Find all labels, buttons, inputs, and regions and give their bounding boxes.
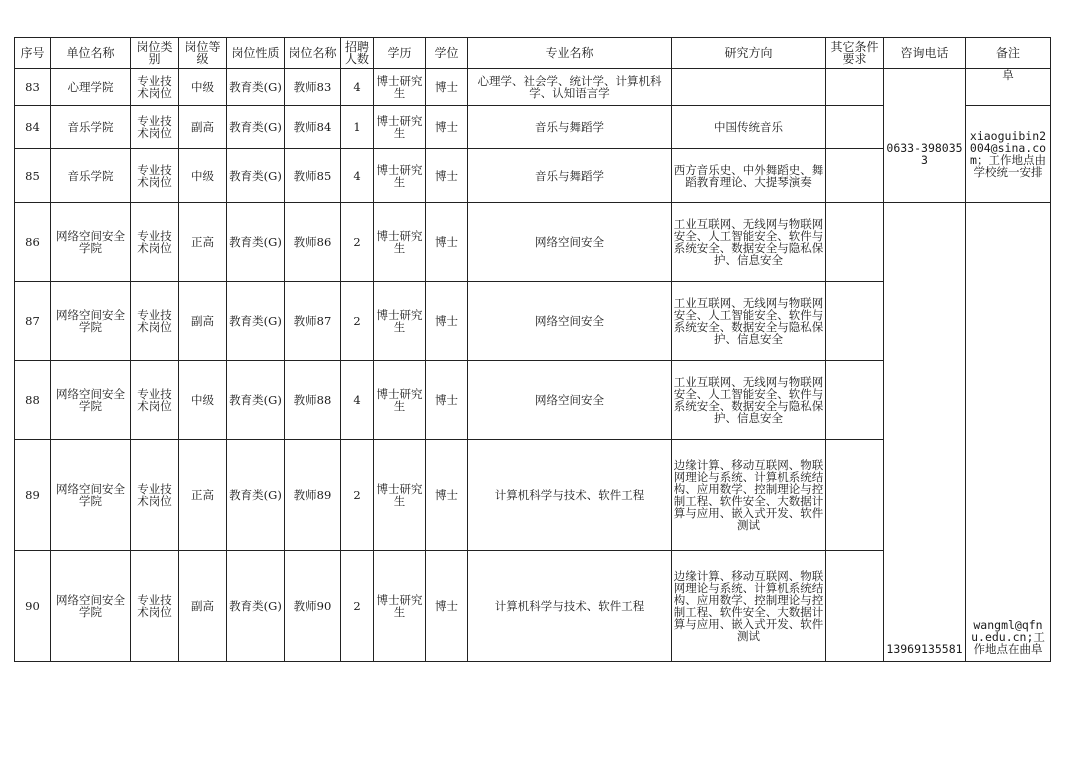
cell-other (826, 551, 884, 662)
table-row (15, 106, 1051, 149)
cell-category: 专业技术岗位 (131, 149, 179, 203)
cell-major: 音乐与舞蹈学 (468, 106, 672, 149)
cell-phone-music: 0633-3980353 (884, 106, 966, 203)
cell-post: 教师89 (285, 440, 341, 551)
cell-category: 专业技术岗位 (131, 203, 179, 282)
header-cell: 学历 (374, 38, 426, 69)
cell-education: 博士研究生 (374, 282, 426, 361)
cell-unit: 音乐学院 (51, 106, 131, 149)
cell-count: 4 (341, 149, 374, 203)
cell-other (826, 440, 884, 551)
cell-degree: 博士 (426, 203, 468, 282)
header-cell: 单位名称 (51, 38, 131, 69)
cell-direction: 边缘计算、移动互联网、物联网理论与系统、计算机系统结构、应用数学、控制理论与控制工程、软件安全、大数据计算与应用、嵌入式开发、软件测试 (672, 440, 826, 551)
cell-other (826, 282, 884, 361)
cell-major: 网络空间安全 (468, 203, 672, 282)
cell-seq: 84 (15, 106, 51, 149)
cell-post: 教师87 (285, 282, 341, 361)
cell-direction: 西方音乐史、中外舞蹈史、舞蹈教育理论、大提琴演奏 (672, 149, 826, 203)
cell-education: 博士研究生 (374, 551, 426, 662)
cell-post: 教师84 (285, 106, 341, 149)
header-cell: 招聘人数 (341, 38, 374, 69)
cell-direction: 工业互联网、无线网与物联网安全、人工智能安全、软件与系统安全、数据安全与隐私保护、信息安全 (672, 361, 826, 440)
cell-education: 博士研究生 (374, 361, 426, 440)
cell-major: 网络空间安全 (468, 361, 672, 440)
cell-nature: 教育类(G) (227, 551, 285, 662)
header-row (15, 38, 1051, 69)
cell-education: 博士研究生 (374, 203, 426, 282)
cell-unit: 音乐学院 (51, 149, 131, 203)
cell-degree: 博士 (426, 282, 468, 361)
cell-level: 副高 (179, 551, 227, 662)
cell-direction: 工业互联网、无线网与物联网安全、人工智能安全、软件与系统安全、数据安全与隐私保护、信息安全 (672, 203, 826, 282)
cell-seq: 86 (15, 203, 51, 282)
cell-seq: 88 (15, 361, 51, 440)
cell-post: 教师85 (285, 149, 341, 203)
cell-seq: 85 (15, 149, 51, 203)
cell-level: 正高 (179, 440, 227, 551)
cell-other (826, 361, 884, 440)
cell-unit: 网络空间安全学院 (51, 440, 131, 551)
cell-unit: 网络空间安全学院 (51, 203, 131, 282)
header-cell: 序号 (15, 38, 51, 69)
cell-other (826, 69, 884, 106)
cell-degree: 博士 (426, 149, 468, 203)
cell-other (826, 149, 884, 203)
header-cell: 岗位等级 (179, 38, 227, 69)
header-cell: 岗位类别 (131, 38, 179, 69)
cell-note-music: xiaoguibin2004@sina.com；工作地点由学校统一安排 (966, 106, 1051, 203)
cell-category: 专业技术岗位 (131, 282, 179, 361)
cell-phone-cyber: 13969135581 (884, 203, 966, 662)
cell-direction: 边缘计算、移动互联网、物联网理论与系统、计算机系统结构、应用数学、控制理论与控制工程、软件安全、大数据计算与应用、嵌入式开发、软件测试 (672, 551, 826, 662)
header-cell: 岗位名称 (285, 38, 341, 69)
cell-count: 2 (341, 282, 374, 361)
cell-post: 教师83 (285, 69, 341, 106)
cell-nature: 教育类(G) (227, 106, 285, 149)
cell-education: 博士研究生 (374, 69, 426, 106)
header-cell: 学位 (426, 38, 468, 69)
cell-post: 教师88 (285, 361, 341, 440)
cell-nature: 教育类(G) (227, 282, 285, 361)
cell-major: 音乐与舞蹈学 (468, 149, 672, 203)
cell-count: 4 (341, 361, 374, 440)
cell-nature: 教育类(G) (227, 69, 285, 106)
cell-post: 教师86 (285, 203, 341, 282)
header-cell: 咨询电话 (884, 38, 966, 69)
cell-unit: 心理学院 (51, 69, 131, 106)
cell-category: 专业技术岗位 (131, 106, 179, 149)
cell-count: 2 (341, 203, 374, 282)
cell-count: 2 (341, 440, 374, 551)
cell-category: 专业技术岗位 (131, 361, 179, 440)
cell-seq: 90 (15, 551, 51, 662)
cell-major: 计算机科学与技术、软件工程 (468, 551, 672, 662)
cell-count: 1 (341, 106, 374, 149)
recruitment-table (14, 37, 1051, 662)
cell-degree: 博士 (426, 106, 468, 149)
header-cell: 岗位性质 (227, 38, 285, 69)
cell-nature: 教育类(G) (227, 149, 285, 203)
table-row (15, 203, 1051, 282)
table-row (15, 69, 1051, 106)
cell-count: 2 (341, 551, 374, 662)
cell-nature: 教育类(G) (227, 361, 285, 440)
cell-unit: 网络空间安全学院 (51, 361, 131, 440)
cell-other (826, 106, 884, 149)
cell-major: 心理学、社会学、统计学、计算机科学、认知语言学 (468, 69, 672, 106)
cell-direction (672, 69, 826, 106)
cell-level: 中级 (179, 361, 227, 440)
cell-major: 计算机科学与技术、软件工程 (468, 440, 672, 551)
cell-count: 4 (341, 69, 374, 106)
header-cell: 专业名称 (468, 38, 672, 69)
cell-direction: 工业互联网、无线网与物联网安全、人工智能安全、软件与系统安全、数据安全与隐私保护、信息安全 (672, 282, 826, 361)
cell-nature: 教育类(G) (227, 203, 285, 282)
cell-unit: 网络空间安全学院 (51, 551, 131, 662)
cell-level: 中级 (179, 149, 227, 203)
cell-phone (884, 69, 966, 106)
cell-degree: 博士 (426, 551, 468, 662)
cell-major: 网络空间安全 (468, 282, 672, 361)
cell-other (826, 203, 884, 282)
cell-note-top: 阜 (966, 69, 1051, 106)
cell-education: 博士研究生 (374, 106, 426, 149)
cell-nature: 教育类(G) (227, 440, 285, 551)
cell-degree: 博士 (426, 361, 468, 440)
cell-direction: 中国传统音乐 (672, 106, 826, 149)
cell-level: 中级 (179, 69, 227, 106)
cell-degree: 博士 (426, 440, 468, 551)
cell-degree: 博士 (426, 69, 468, 106)
cell-seq: 83 (15, 69, 51, 106)
cell-seq: 87 (15, 282, 51, 361)
cell-note-cyber: wangml@qfnu.edu.cn;工作地点在曲阜 (966, 203, 1051, 662)
header-cell: 研究方向 (672, 38, 826, 69)
cell-level: 副高 (179, 282, 227, 361)
cell-post: 教师90 (285, 551, 341, 662)
cell-category: 专业技术岗位 (131, 69, 179, 106)
cell-level: 副高 (179, 106, 227, 149)
cell-seq: 89 (15, 440, 51, 551)
cell-education: 博士研究生 (374, 149, 426, 203)
cell-level: 正高 (179, 203, 227, 282)
cell-category: 专业技术岗位 (131, 440, 179, 551)
cell-education: 博士研究生 (374, 440, 426, 551)
cell-category: 专业技术岗位 (131, 551, 179, 662)
cell-unit: 网络空间安全学院 (51, 282, 131, 361)
header-cell: 备注 (966, 38, 1051, 69)
header-cell: 其它条件要求 (826, 38, 884, 69)
